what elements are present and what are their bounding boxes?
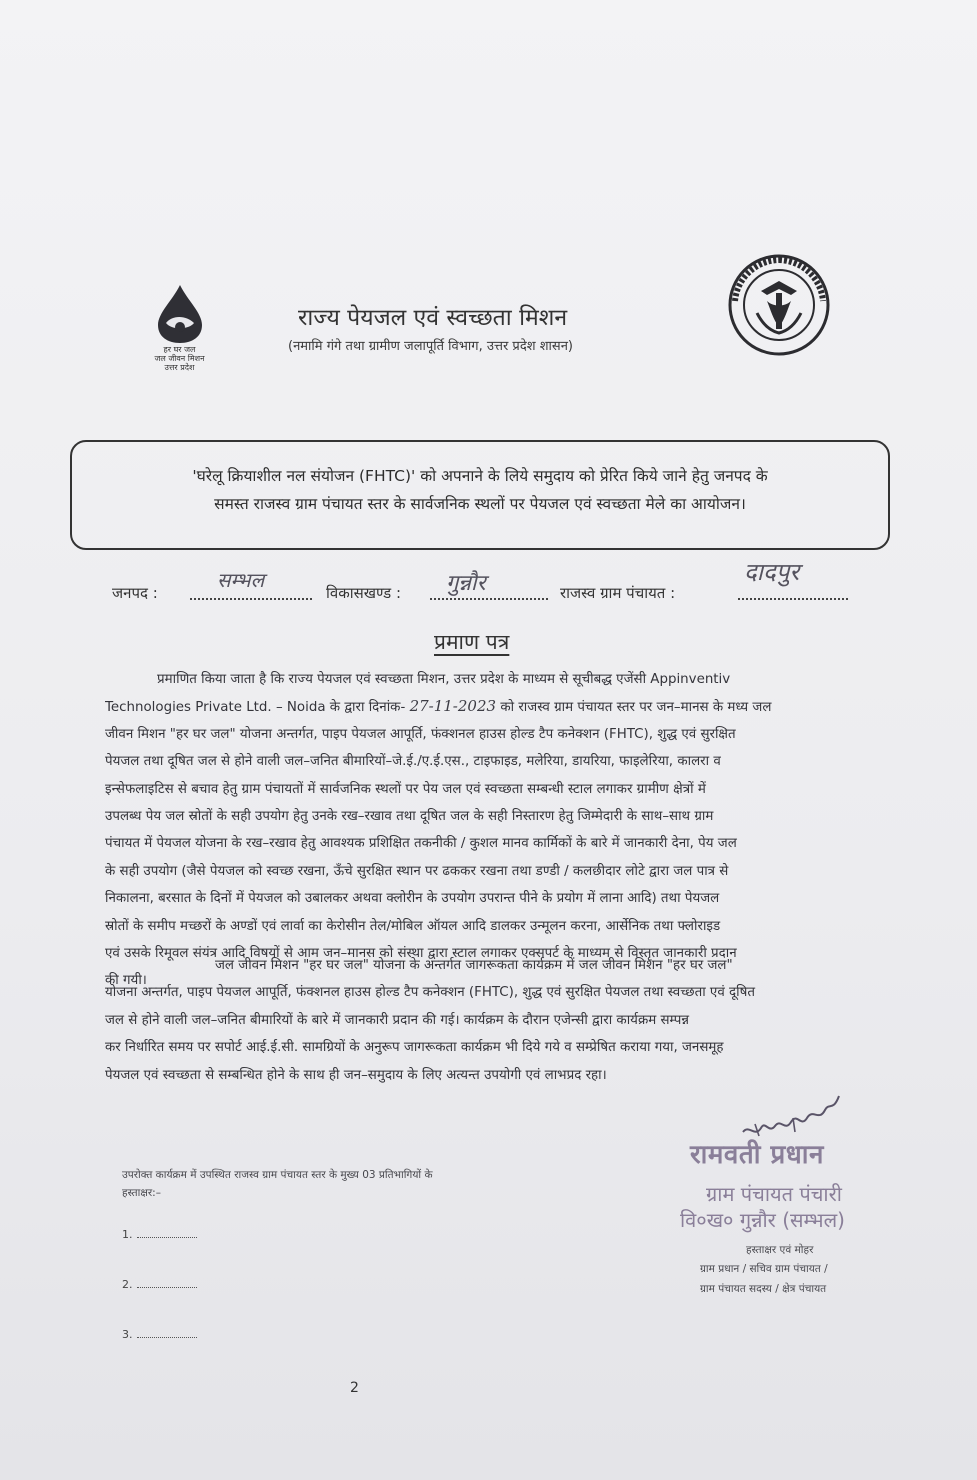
para1-after-date: को राजस्व ग्राम पंचायत स्तर पर जन–मानस के मध्य जल bbox=[500, 700, 772, 716]
signature-slot-2 bbox=[122, 1278, 197, 1291]
para1-line-with-date bbox=[105, 693, 905, 720]
panchayat-label: राजस्व ग्राम पंचायत : bbox=[560, 584, 676, 602]
stamp-line-2: ग्राम पंचायत पंचारी bbox=[706, 1182, 842, 1206]
event-title-line-1: 'घरेलू क्रियाशील नल संयोजन (FHTC)' को अपनाने के लिये समुदाय को प्रेरित किये जाने हेतु जनपद के bbox=[192, 467, 768, 485]
mission-title: राज्य पेयजल एवं स्वच्छता मिशन bbox=[298, 305, 568, 331]
event-date: 27-11-2023 bbox=[409, 697, 497, 716]
para1-line: निकालना, बरसात के दिनों में पेयजल को उबालकर अथवा क्लोरीन के उपयोग उपरान्त पीने के प्रयोग में लाना आदि) तथा पेयजल bbox=[105, 891, 720, 907]
certificate-paragraph-2 bbox=[105, 952, 905, 1089]
signature-dotted-line bbox=[137, 1337, 197, 1338]
para1-line: एवं उसके रिमूवल संयंत्र आदि विषयों से आम जन–मानस को संस्था द्वारा स्टाल लगाकर एक्सपर्ट के माध्यम से विस्तृत जानकारी प्रदान bbox=[105, 945, 737, 961]
para1-line: के सही उपयोग (जैसे पेयजल को स्वच्छ रखना, ऊँचे सुरक्षित स्थान पर ढककर रखना तथा डण्डी / कलछीदार लोटे द्वारा जल पात्र से bbox=[105, 863, 729, 879]
district-dotted-line bbox=[190, 598, 312, 600]
event-title-box bbox=[70, 440, 890, 550]
panchayat-dotted-line bbox=[738, 598, 848, 600]
block-label: विकासखण्ड : bbox=[326, 584, 402, 602]
para1-line: उपलब्ध पेय जल स्रोतों के सही उपयोग हेतु उनके रख–रखाव तथा दूषित जल के सही निस्तारण हेतु जिम्मेदारी के साथ–साथ ग्राम bbox=[105, 808, 714, 824]
signature-slot-number: 3. bbox=[122, 1328, 133, 1341]
para1-line: पेयजल तथा दूषित जल से होने वाली जल–जनित बीमारियों–जे.ई./ए.ई.एस., टाइफाइड, मलेरिया, डायरिया, फाइलेरिया, कालरा व bbox=[105, 754, 721, 770]
roles-line-1: हस्ताक्षर एवं मोहर bbox=[746, 1244, 814, 1256]
participants-note-line-1: उपरोक्त कार्यक्रम में उपस्थित राजस्व ग्राम पंचायत स्तर के मुख्य 03 प्रतिभागियों के bbox=[122, 1169, 433, 1181]
para2-line: पेयजल एवं स्वच्छता से सम्बन्धित होने के साथ ही जन–समुदाय के लिए अत्यन्त उपयोगी एवं लाभप्रद रहा। bbox=[105, 1067, 607, 1083]
para1-line: पंचायत में पेयजल योजना के रख–रखाव हेतु आवश्यक प्रशिक्षित तकनीकी / कुशल मानव कार्मिकों के बारे में जानकारी देना, पेय जल bbox=[105, 836, 737, 852]
roles-line-2: ग्राम प्रधान / सचिव ग्राम पंचायत / bbox=[700, 1263, 828, 1275]
district-value: सम्भल bbox=[217, 568, 265, 592]
para1-line: प्रमाणित किया जाता है कि राज्य पेयजल एवं स्वच्छता मिशन, उत्तर प्रदेश के माध्यम से सूचीबद्ध एजेंसी Appinventiv bbox=[157, 672, 731, 687]
certificate-paragraph-1 bbox=[105, 666, 905, 995]
participants-note bbox=[122, 1166, 433, 1202]
water-drop-icon bbox=[150, 283, 210, 345]
para1-line: इन्सेफलाइटिस से बचाव हेतु ग्राम पंचायतों में सार्वजनिक स्थलों पर पेय जल एवं स्वच्छता सम्बन्धी स्टाल लगाकर ग्रामीण क्षेत्रों में bbox=[105, 781, 706, 797]
district-label: जनपद : bbox=[112, 584, 158, 602]
para1-line: जीवन मिशन "हर घर जल" योजना अन्तर्गत, पाइप पेयजल आपूर्ति, फंक्शनल हाउस होल्ड टैप कनेक्शन (FHTC), शुद्ध एवं सुरक्षित bbox=[105, 726, 736, 742]
up-government-seal-icon bbox=[727, 253, 831, 357]
logo-text-1: हर घर जल bbox=[163, 345, 196, 354]
logo-text-2: जल जीवन मिशन bbox=[154, 354, 205, 363]
jal-jeevan-mission-logo bbox=[132, 283, 227, 383]
para2-line: जल जीवन मिशन "हर घर जल" योजना के अन्तर्गत जागरूकता कार्यक्रम में जल जीवन मिशन "हर घर जल" bbox=[215, 958, 733, 973]
signature-dotted-line bbox=[137, 1237, 197, 1238]
signature-dotted-line bbox=[137, 1287, 197, 1288]
signature-slot-1 bbox=[122, 1228, 197, 1241]
signature-slot-3 bbox=[122, 1328, 197, 1341]
signature-slot-number: 2. bbox=[122, 1278, 133, 1291]
roles-line-3: ग्राम पंचायत सदस्य / क्षेत्र पंचायत bbox=[700, 1283, 827, 1295]
stamp-name: रामवती प्रधान bbox=[690, 1140, 824, 1170]
participants-note-line-2: हस्ताक्षर:– bbox=[122, 1187, 161, 1199]
signature-slot-number: 1. bbox=[122, 1228, 133, 1241]
event-title-line-2: समस्त राजस्व ग्राम पंचायत स्तर के सार्वजनिक स्थलों पर पेयजल एवं स्वच्छता मेले का आयोजन। bbox=[214, 495, 746, 513]
para1-line: स्रोतों के समीप मच्छरों के अण्डों एवं लार्वा का केरोसीन तेल/मोबिल ऑयल आदि डालकर उन्मूलन करना, आर्सेनिक तथा फ्लोराइड bbox=[105, 918, 721, 934]
block-value: गुन्नौर bbox=[446, 571, 486, 596]
stamp-line-3: वि०ख० गुन्नौर (सम्भल) bbox=[680, 1208, 845, 1232]
certificate-title: प्रमाण पत्र bbox=[434, 630, 510, 654]
logo-text-3: उत्तर प्रदेश bbox=[164, 363, 195, 372]
location-fields bbox=[112, 558, 872, 605]
para1-line: की गयी। bbox=[105, 973, 147, 989]
para2-line: योजना अन्तर्गत, पाइप पेयजल आपूर्ति, फंक्शनल हाउस होल्ड टैप कनेक्शन (FHTC), शुद्ध एवं सुरक्षित पेयजल तथा स्वच्छता एवं दूषित bbox=[105, 985, 755, 1001]
para2-line: कर निर्धारित समय पर सपोर्ट आई.ई.सी. सामग्रियों के अनुरूप जागरूकता कार्यक्रम भी दिये गये व सम्प्रेषित कराया गया, जनसमूह bbox=[105, 1040, 724, 1056]
block-dotted-line bbox=[430, 598, 548, 600]
panchayat-value: दादपुर bbox=[744, 558, 800, 586]
page-number: 2 bbox=[350, 1380, 359, 1396]
mission-subtitle: (नमामि गंगे तथा ग्रामीण जलापूर्ति विभाग, उत्तर प्रदेश शासन) bbox=[288, 339, 573, 354]
para2-line: जल से होने वाली जल–जनित बीमारियों के बारे में जानकारी प्रदान की गई। कार्यक्रम के दौरान एजेन्सी द्वारा कार्यक्रम सम्पन्न bbox=[105, 1012, 690, 1028]
para1-agency-text: Technologies Private Ltd. – Noida के द्वारा दिनांक- bbox=[105, 700, 406, 716]
